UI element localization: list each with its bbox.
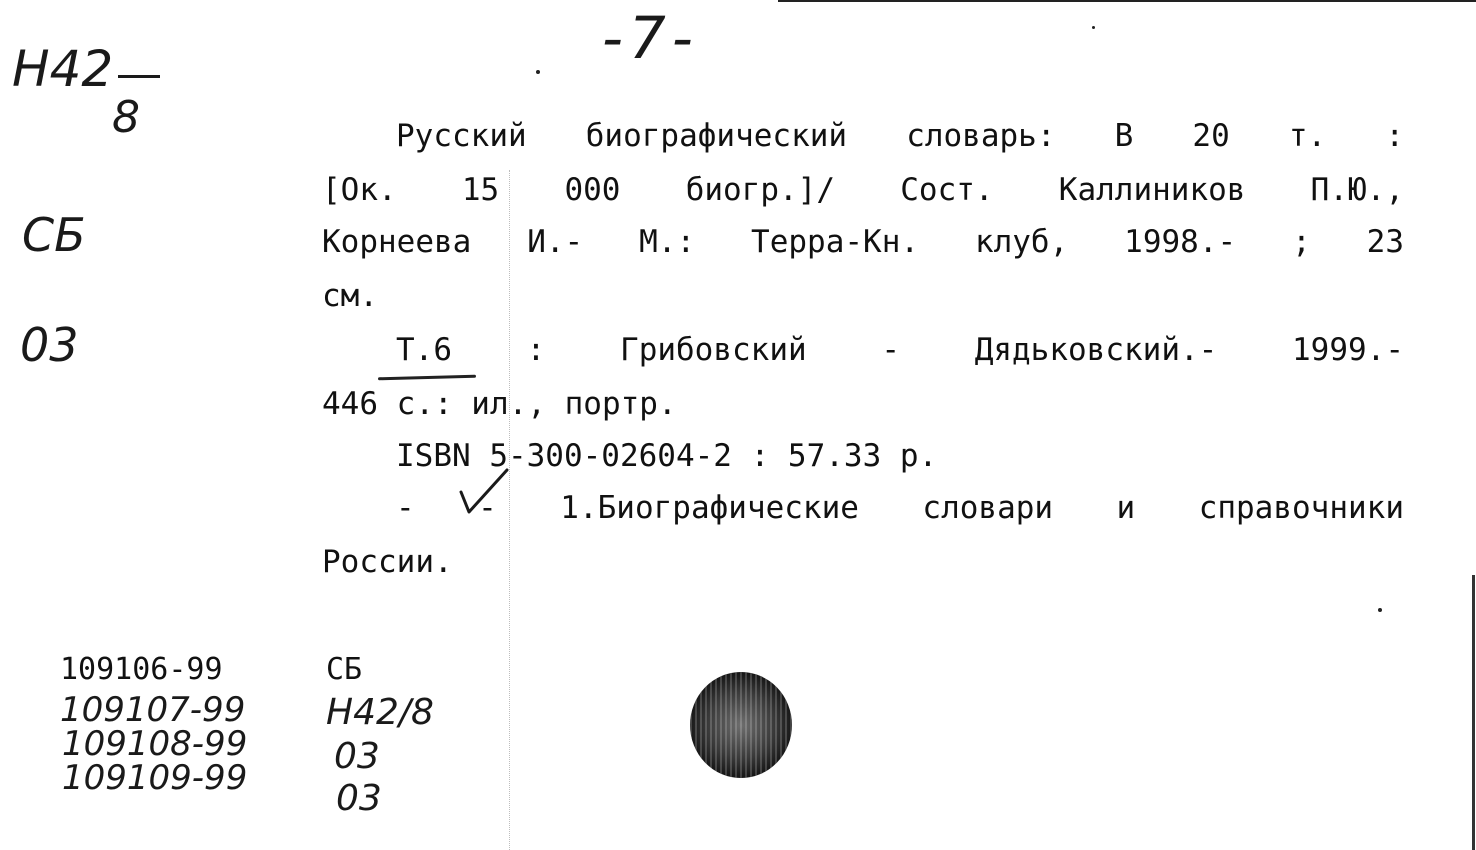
sigla-hand-3: 03 (336, 778, 382, 819)
top-edge-rule (778, 0, 1476, 2)
scan-speck (1378, 608, 1382, 612)
subject-line-cont: России. (322, 544, 453, 580)
inventory-number-typed: 109106-99 (60, 652, 223, 687)
scan-speck (1092, 26, 1095, 29)
page-number: -7- (602, 4, 699, 72)
record-line-3: Корнеева И.- М.: Терра-Кн. клуб, 1998.- ; 23 (322, 224, 1404, 260)
volume-underline-mark (378, 375, 476, 381)
record-line-1: Русский биографический словарь: В 20 т. : (396, 118, 1404, 154)
isbn-line: ISBN 5-300-02604-2 : 57.33 р. (396, 438, 938, 474)
record-line-4: см. (322, 278, 378, 314)
record-line-2: [Ок. 15 000 биогр.]/ Сост. Каллиников П.Ю., (322, 172, 1404, 208)
sigla-hand-2: 03 (334, 736, 380, 777)
subject-line: - - 1.Биографические словари и справочники (396, 490, 1404, 526)
punch-hole-texture (690, 672, 792, 778)
sigla-typed: СБ (326, 652, 363, 687)
location-code-2: 03 (20, 318, 79, 372)
sigla-hand-1: H42/8 (326, 692, 434, 733)
checkmark-icon (455, 466, 515, 526)
scan-speck (536, 70, 540, 74)
punch-hole (690, 672, 792, 778)
shelf-mark-fraction: 8 (112, 92, 140, 143)
pages-line: 446 с.: ил., портр. (322, 386, 677, 422)
right-edge-shadow (1472, 575, 1475, 850)
shelf-mark-main: H42 (12, 40, 114, 98)
inventory-number-hand-1: 109107-99 (60, 690, 246, 730)
volume-line: Т.6 : Грибовский - Дядьковский.- 1999.- (396, 332, 1404, 368)
inventory-number-hand-2: 109108-99 (62, 724, 248, 764)
inventory-number-hand-3: 109109-99 (62, 758, 248, 798)
shelf-mark-fraction-bar (118, 75, 160, 78)
location-code-1: СБ (22, 208, 86, 262)
